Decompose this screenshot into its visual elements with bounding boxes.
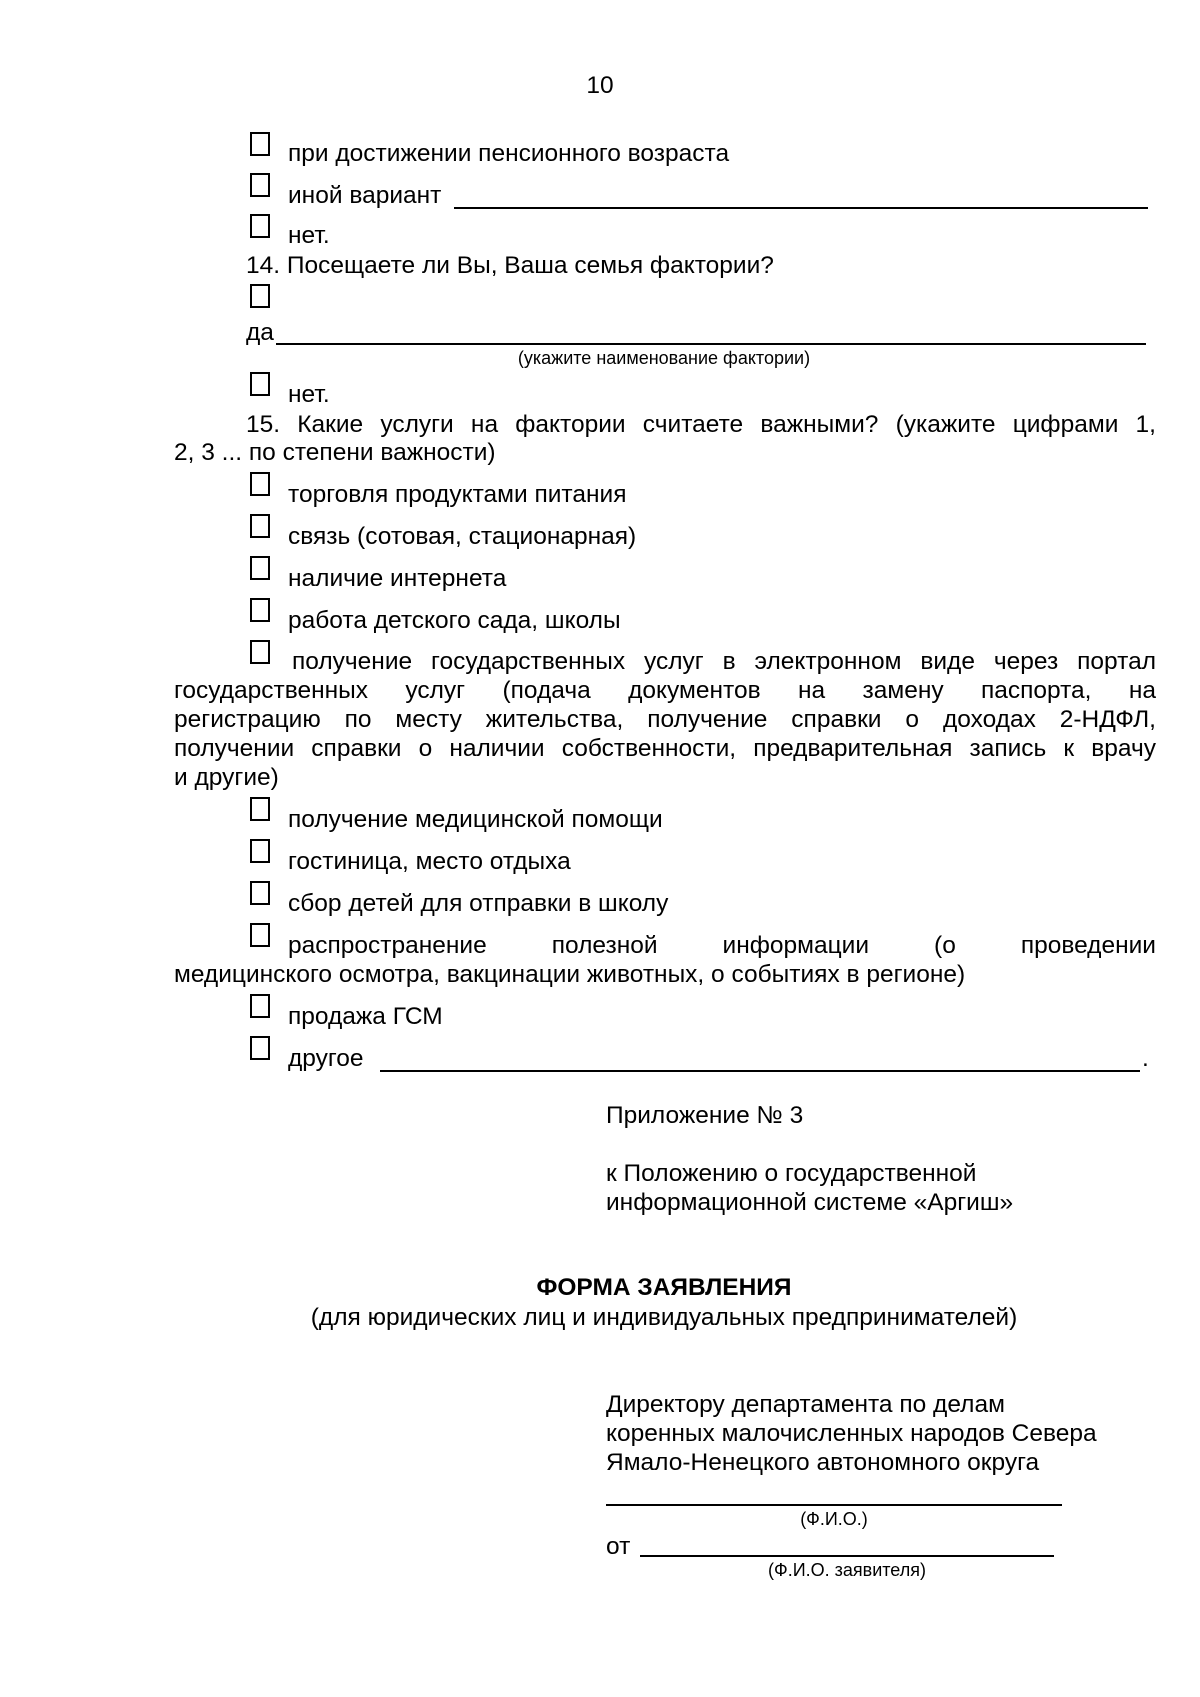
option-gov-services-line5: и другие): [174, 764, 279, 791]
addressee-line2: коренных малочисленных народов Севера: [606, 1420, 1097, 1447]
factory-name-hint: (укажите наименование фактории): [517, 348, 811, 368]
checkbox-gov-services[interactable]: [250, 640, 270, 664]
option-gov-services-line4: получении справки о наличии собственности, предварительная запись к врачу: [174, 735, 1156, 762]
question-14: 14. Посещаете ли Вы, Ваша семья фактории?: [246, 252, 774, 279]
option-kindergarten-label: работа детского сада, школы: [288, 607, 621, 634]
checkbox-other-q15[interactable]: [250, 1036, 270, 1060]
addressee-line1: Директору департамента по делам: [606, 1391, 1005, 1418]
checkbox-fuel[interactable]: [250, 994, 270, 1018]
checkbox-communication[interactable]: [250, 514, 270, 538]
checkbox-kindergarten[interactable]: [250, 598, 270, 622]
option-fuel-label: продажа ГСМ: [288, 1003, 443, 1030]
addressee-line3: Ямало-Ненецкого автономного округа: [606, 1449, 1040, 1476]
question-15-line1: 15. Какие услуги на фактории считаете важными? (укажите цифрами 1,: [246, 411, 1156, 438]
checkbox-internet[interactable]: [250, 556, 270, 580]
option-school-collection-label: сбор детей для отправки в школу: [288, 890, 669, 917]
option-food-trade-label: торговля продуктами питания: [288, 481, 627, 508]
checkbox-other-variant[interactable]: [250, 173, 270, 197]
option-communication-label: связь (сотовая, стационарная): [288, 523, 637, 550]
form-subtitle: (для юридических лиц и индивидуальных предпринимателей): [310, 1304, 1018, 1331]
applicant-fio-hint: (Ф.И.О. заявителя): [768, 1560, 926, 1580]
option-other-variant-label: иной вариант: [288, 182, 442, 209]
checkbox-no-q14[interactable]: [250, 372, 270, 396]
checkbox-yes-q14[interactable]: [250, 284, 270, 308]
checkbox-pension-age[interactable]: [250, 132, 270, 156]
option-info-line1: распространение полезной информации (о проведении: [288, 932, 1156, 959]
director-fio-fill-line[interactable]: [606, 1504, 1062, 1506]
applicant-fio-fill-line[interactable]: [640, 1555, 1054, 1557]
option-other-q15-end: .: [1142, 1045, 1149, 1072]
appendix-ref-line2: информационной системе «Аргиш»: [606, 1189, 1014, 1216]
option-gov-services-line1: получение государственных услуг в электронном виде через портал: [292, 648, 1156, 675]
option-gov-services-line2: государственных услуг (подача документов на замену паспорта, на: [174, 677, 1156, 704]
option-gov-services-line3: регистрацию по месту жительства, получение справки о доходах 2-НДФЛ,: [174, 706, 1156, 733]
option-other-q15-label: другое: [288, 1045, 364, 1072]
option-no-q13-label: нет.: [288, 222, 330, 249]
option-hotel-label: гостиница, место отдыха: [288, 848, 571, 875]
appendix-title: Приложение № 3: [606, 1102, 804, 1129]
option-info-line2: медицинского осмотра, вакцинации животных, о событиях в регионе): [174, 961, 966, 988]
other-variant-fill-line[interactable]: [454, 207, 1148, 209]
from-label: от: [606, 1533, 631, 1560]
question-15-line2: 2, 3 ... по степени важности): [174, 439, 496, 466]
other-q15-fill-line[interactable]: [380, 1070, 1140, 1072]
option-no-q14-label: нет.: [288, 381, 330, 408]
checkbox-food-trade[interactable]: [250, 472, 270, 496]
checkbox-hotel[interactable]: [250, 839, 270, 863]
factory-name-fill-line[interactable]: [276, 343, 1146, 345]
form-title: ФОРМА ЗАЯВЛЕНИЯ: [536, 1274, 792, 1301]
checkbox-info-distribution[interactable]: [250, 923, 270, 947]
director-fio-hint: (Ф.И.О.): [800, 1509, 868, 1529]
option-internet-label: наличие интернета: [288, 565, 507, 592]
option-yes-q14-label: да: [246, 319, 274, 346]
checkbox-medical[interactable]: [250, 797, 270, 821]
checkbox-school-collection[interactable]: [250, 881, 270, 905]
appendix-ref-line1: к Положению о государственной: [606, 1160, 977, 1187]
option-pension-age-label: при достижении пенсионного возраста: [288, 140, 730, 167]
page-number: 10: [586, 72, 614, 99]
option-medical-label: получение медицинской помощи: [288, 806, 663, 833]
checkbox-no-q13[interactable]: [250, 214, 270, 238]
